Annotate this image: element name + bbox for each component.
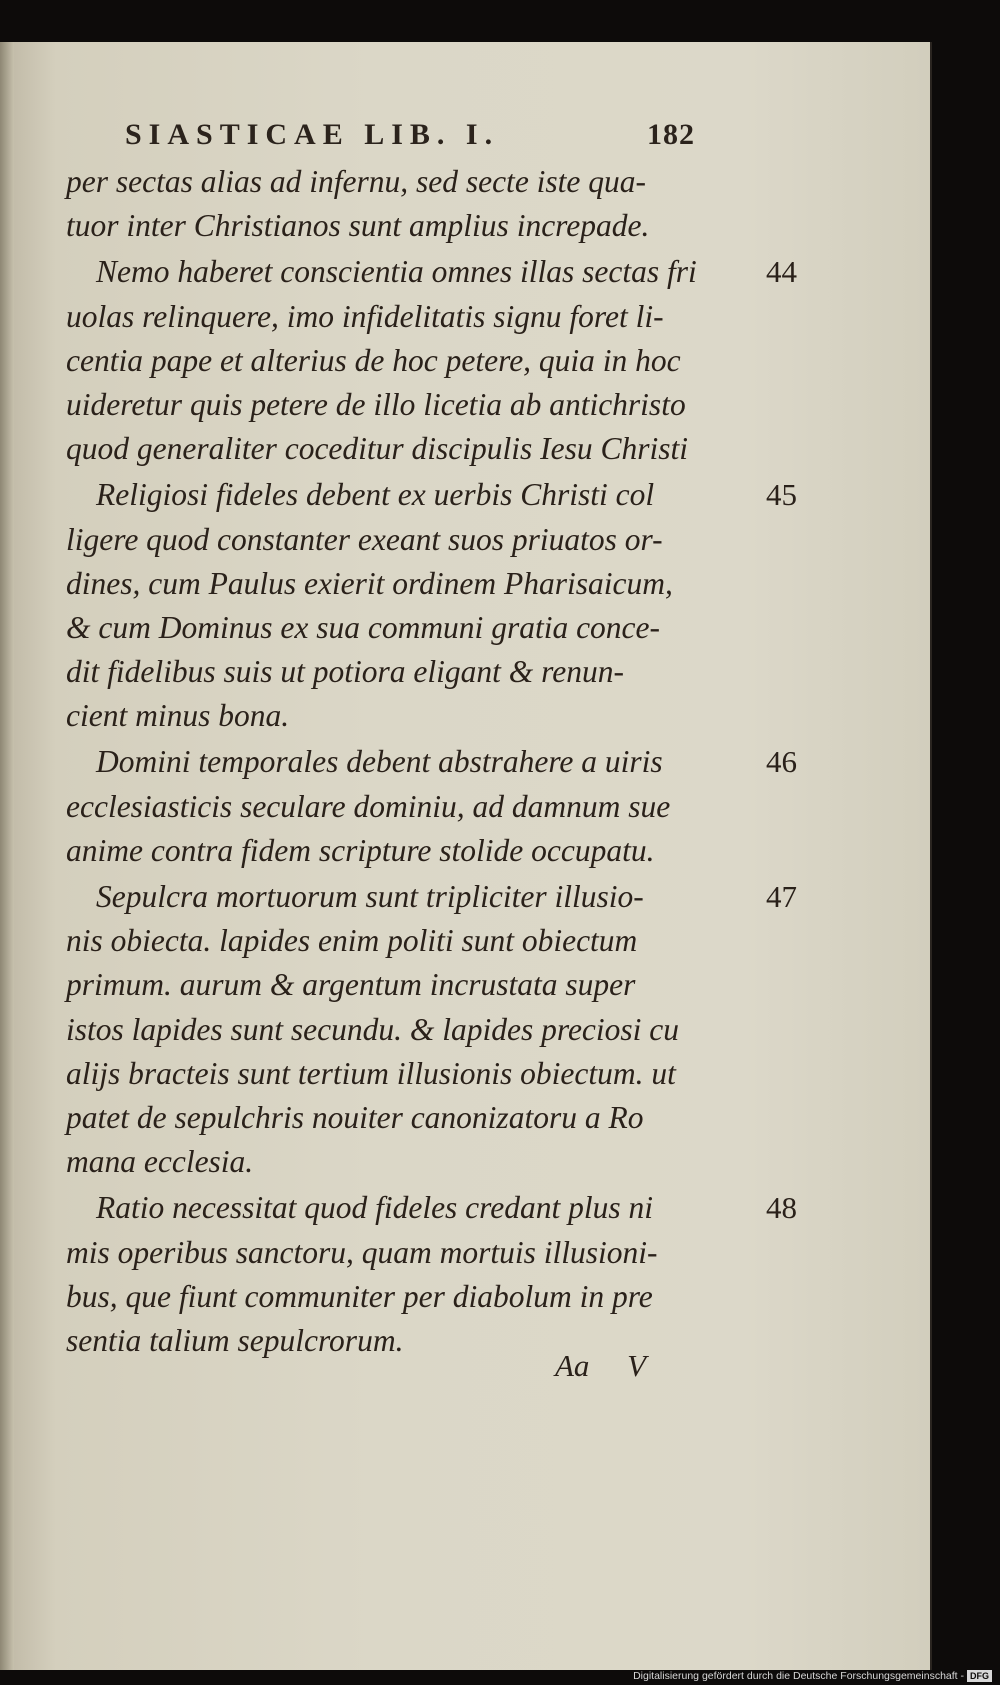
text-line: mana ecclesia. — [66, 1144, 254, 1180]
text-line: Religiosi fideles debent ex uerbis Christi col — [96, 477, 655, 513]
body-text — [66, 158, 797, 1363]
text-line: bus, que fiunt communiter per diabolum in pre — [66, 1278, 653, 1314]
book-page — [0, 42, 932, 1670]
text-line: dines, cum Paulus exierit ordinem Pharisaicum, — [66, 565, 673, 601]
text-line: dit fidelibus suis ut potiora eligant & renun- — [66, 654, 624, 690]
text-line: tuor inter Christianos sunt amplius increpade. — [66, 208, 650, 244]
paragraph-continuation — [66, 160, 706, 248]
paragraph-number: 46 — [766, 744, 797, 780]
text-line: anime contra fidem scripture stolide occupatu. — [66, 832, 655, 868]
text-line: sentia talium sepulcrorum. — [66, 1322, 404, 1358]
text-line: Domini temporales debent abstrahere a uiris — [96, 744, 663, 780]
paragraph-number: 44 — [766, 254, 797, 290]
dfg-logo: DFG — [967, 1670, 992, 1682]
text-line: uideretur quis petere de illo licetia ab antichristo — [66, 386, 686, 422]
text-line: centia pape et alterius de hoc petere, quia in hoc — [66, 342, 681, 378]
paragraph-number: 45 — [766, 477, 797, 513]
text-line: patet de sepulchris nouiter canonizatoru a Ro — [66, 1099, 644, 1135]
running-head — [125, 118, 695, 152]
text-line: uolas relinquere, imo infidelitatis signu foret li- — [66, 298, 664, 334]
text-line: per sectas alias ad infernu, sed secte iste qua- — [66, 164, 647, 199]
digitization-credit — [633, 1670, 992, 1682]
text-line: Sepulcra mortuorum sunt tripliciter illusio- — [96, 879, 644, 914]
page-gutter-edge — [0, 42, 14, 1670]
paragraph-45 — [66, 473, 797, 738]
text-line: ecclesiasticis seculare dominiu, ad damnum sue — [66, 788, 671, 824]
text-line: Ratio necessitat quod fideles credant plus ni — [96, 1190, 654, 1226]
text-line: istos lapides sunt secundu. & lapides preciosi cu — [66, 1011, 680, 1047]
paragraph-44 — [66, 250, 797, 471]
text-line: cient minus bona. — [66, 698, 290, 734]
credit-text: Digitalisierung gefördert durch die Deutsche Forschungsgemeinschaft - — [633, 1670, 964, 1682]
text-line: alijs bracteis sunt tertium illusionis obiectum. ut — [66, 1055, 676, 1091]
text-line: primum. aurum & argentum incrustata super — [66, 967, 636, 1003]
text-line: quod generaliter coceditur discipulis Iesu Christi — [66, 431, 689, 467]
text-line: mis operibus sanctoru, quam mortuis illusioni- — [66, 1234, 658, 1270]
catchword-signature: Aa V — [555, 1348, 647, 1383]
folio-number: 182 — [647, 118, 695, 151]
paragraph-number: 47 — [766, 879, 797, 914]
text-line: nis obiecta. lapides enim politi sunt obiectum — [66, 923, 638, 959]
text-line: ligere quod constanter exeant suos priuatos or- — [66, 521, 663, 557]
paragraph-46 — [66, 740, 797, 873]
text-line: & cum Dominus ex sua communi gratia conce- — [66, 609, 661, 645]
running-head-title: SIASTICAE LIB. I. — [125, 118, 500, 151]
paragraph-47 — [66, 875, 797, 1184]
paragraph-number: 48 — [766, 1190, 797, 1226]
paragraph-48 — [66, 1186, 797, 1363]
text-line: Nemo haberet conscientia omnes illas sectas fri — [96, 254, 697, 290]
